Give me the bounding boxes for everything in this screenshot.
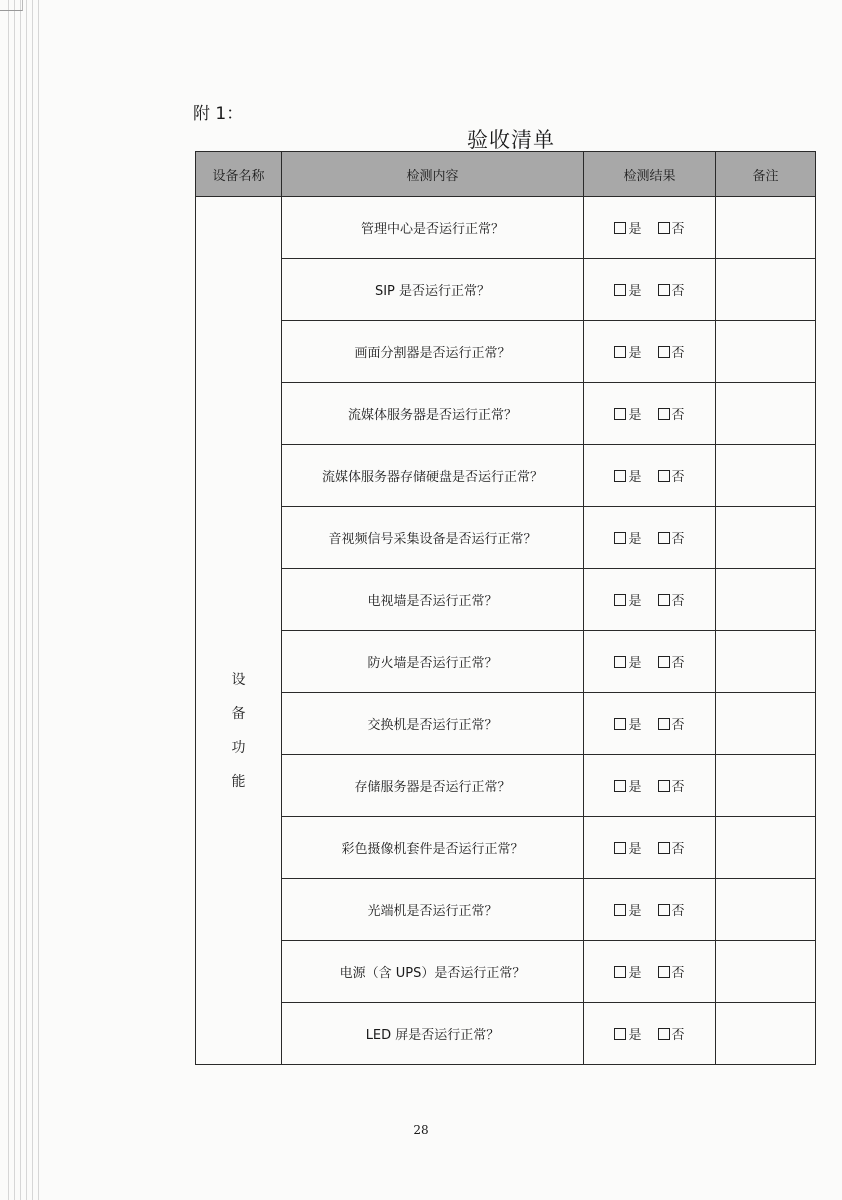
option-no-checkbox[interactable]: [658, 1024, 685, 1043]
option-no-label: 否: [671, 718, 685, 733]
checkbox-square-icon: [658, 470, 670, 482]
option-no-label: 否: [671, 1028, 685, 1043]
category-char: 备: [231, 705, 246, 722]
checkbox-square-icon: [614, 966, 626, 978]
option-yes-checkbox[interactable]: [614, 528, 641, 547]
table-row: [196, 879, 816, 941]
option-no-label: 否: [671, 284, 685, 299]
option-no-label: 否: [671, 408, 685, 423]
option-no-label: 否: [671, 470, 685, 485]
option-yes-checkbox[interactable]: [614, 838, 641, 857]
table-row: [196, 941, 816, 1003]
checkbox-square-icon: [614, 780, 626, 792]
scan-corner-mark: [0, 0, 23, 11]
checkbox-square-icon: [658, 656, 670, 668]
option-no-label: 否: [671, 656, 685, 671]
table-row: [196, 259, 816, 321]
appendix-label: 附 1：: [193, 104, 244, 124]
option-no-checkbox[interactable]: [658, 342, 685, 361]
header-device-name: 设备名称: [196, 152, 282, 197]
table-row: [196, 321, 816, 383]
checkbox-square-icon: [614, 222, 626, 234]
option-yes-checkbox[interactable]: [614, 218, 641, 237]
table-row: [196, 631, 816, 693]
category-char: 功: [231, 739, 246, 756]
table-row: [196, 197, 816, 259]
option-yes-label: 是: [628, 780, 642, 795]
check-item: 流媒体服务器存储硬盘是否运行正常？: [282, 445, 584, 507]
header-content: 检测内容: [282, 152, 584, 197]
result-cell: [584, 879, 716, 941]
checkbox-square-icon: [658, 966, 670, 978]
table-header-row: [196, 152, 816, 197]
option-no-label: 否: [671, 904, 685, 919]
checkbox-square-icon: [614, 408, 626, 420]
checkbox-square-icon: [614, 470, 626, 482]
result-cell: [584, 445, 716, 507]
table-row: [196, 507, 816, 569]
remark-cell[interactable]: [716, 445, 816, 507]
option-yes-label: 是: [628, 718, 642, 733]
option-no-checkbox[interactable]: [658, 900, 685, 919]
header-remark: 备注: [716, 152, 816, 197]
checkbox-square-icon: [614, 904, 626, 916]
check-item: 管理中心是否运行正常？: [282, 197, 584, 259]
option-no-label: 否: [671, 780, 685, 795]
checkbox-square-icon: [614, 718, 626, 730]
option-yes-label: 是: [628, 408, 642, 423]
option-yes-checkbox[interactable]: [614, 714, 641, 733]
checkbox-square-icon: [658, 780, 670, 792]
checkbox-square-icon: [614, 346, 626, 358]
option-yes-checkbox[interactable]: [614, 404, 641, 423]
checkbox-square-icon: [658, 718, 670, 730]
remark-cell[interactable]: [716, 321, 816, 383]
category-char: 能: [231, 773, 246, 790]
page-number: 28: [413, 1123, 429, 1137]
option-yes-checkbox[interactable]: [614, 776, 641, 795]
checkbox-square-icon: [614, 284, 626, 296]
option-yes-checkbox[interactable]: [614, 900, 641, 919]
result-cell: [584, 1003, 716, 1065]
checkbox-square-icon: [658, 222, 670, 234]
checkbox-square-icon: [658, 408, 670, 420]
check-item: 电视墙是否运行正常？: [282, 569, 584, 631]
checkbox-square-icon: [658, 346, 670, 358]
result-cell: [584, 941, 716, 1003]
check-item: 彩色摄像机套件是否运行正常？: [282, 817, 584, 879]
option-yes-label: 是: [628, 594, 642, 609]
option-no-checkbox[interactable]: [658, 590, 685, 609]
checkbox-square-icon: [658, 594, 670, 606]
remark-cell[interactable]: [716, 383, 816, 445]
option-yes-checkbox[interactable]: [614, 590, 641, 609]
check-item: 防火墙是否运行正常？: [282, 631, 584, 693]
option-yes-label: 是: [628, 1028, 642, 1043]
option-yes-label: 是: [628, 284, 642, 299]
option-no-label: 否: [671, 842, 685, 857]
result-cell: [584, 817, 716, 879]
checkbox-square-icon: [614, 656, 626, 668]
table-row: [196, 755, 816, 817]
option-yes-checkbox[interactable]: [614, 466, 641, 485]
option-yes-label: 是: [628, 470, 642, 485]
option-yes-label: 是: [628, 656, 642, 671]
category-cell: [196, 197, 282, 1065]
remark-cell[interactable]: [716, 693, 816, 755]
remark-cell[interactable]: [716, 259, 816, 321]
result-cell: [584, 383, 716, 445]
option-yes-label: 是: [628, 222, 642, 237]
table-row: [196, 1003, 816, 1065]
option-yes-checkbox[interactable]: [614, 962, 641, 981]
option-yes-label: 是: [628, 966, 642, 981]
option-yes-checkbox[interactable]: [614, 652, 641, 671]
option-no-checkbox[interactable]: [658, 838, 685, 857]
category-char: 设: [231, 671, 246, 688]
option-no-checkbox[interactable]: [658, 714, 685, 733]
option-yes-checkbox[interactable]: [614, 342, 641, 361]
remark-cell[interactable]: [716, 1003, 816, 1065]
option-no-checkbox[interactable]: [658, 528, 685, 547]
option-yes-label: 是: [628, 904, 642, 919]
check-item: 交换机是否运行正常？: [282, 693, 584, 755]
checkbox-square-icon: [614, 532, 626, 544]
option-no-label: 否: [671, 594, 685, 609]
remark-cell[interactable]: [716, 197, 816, 259]
remark-cell[interactable]: [716, 941, 816, 1003]
result-cell: [584, 197, 716, 259]
check-item: 流媒体服务器是否运行正常？: [282, 383, 584, 445]
remark-cell[interactable]: [716, 755, 816, 817]
option-no-label: 否: [671, 966, 685, 981]
result-cell: [584, 755, 716, 817]
checkbox-square-icon: [614, 1028, 626, 1040]
result-cell: [584, 631, 716, 693]
check-item: LED 屏是否运行正常？: [282, 1003, 584, 1065]
remark-cell[interactable]: [716, 817, 816, 879]
document-title: 验收清单: [467, 128, 555, 152]
option-no-label: 否: [671, 532, 685, 547]
option-yes-label: 是: [628, 532, 642, 547]
check-item: 电源（含 UPS）是否运行正常？: [282, 941, 584, 1003]
option-no-label: 否: [671, 222, 685, 237]
checkbox-square-icon: [658, 842, 670, 854]
table-row: [196, 569, 816, 631]
option-yes-checkbox[interactable]: [614, 280, 641, 299]
header-result: 检测结果: [584, 152, 716, 197]
check-item: 光端机是否运行正常？: [282, 879, 584, 941]
table-row: [196, 383, 816, 445]
option-no-checkbox[interactable]: [658, 404, 685, 423]
table-row: [196, 817, 816, 879]
result-cell: [584, 507, 716, 569]
checkbox-square-icon: [658, 1028, 670, 1040]
table-row: [196, 693, 816, 755]
option-yes-checkbox[interactable]: [614, 1024, 641, 1043]
option-no-checkbox[interactable]: [658, 218, 685, 237]
check-item: 音视频信号采集设备是否运行正常？: [282, 507, 584, 569]
result-cell: [584, 569, 716, 631]
result-cell: [584, 693, 716, 755]
table-row: [196, 445, 816, 507]
remark-cell[interactable]: [716, 569, 816, 631]
check-item: 画面分割器是否运行正常？: [282, 321, 584, 383]
remark-cell[interactable]: [716, 879, 816, 941]
option-no-checkbox[interactable]: [658, 962, 685, 981]
checkbox-square-icon: [614, 594, 626, 606]
checkbox-square-icon: [658, 284, 670, 296]
result-cell: [584, 259, 716, 321]
option-no-checkbox[interactable]: [658, 466, 685, 485]
checkbox-square-icon: [658, 532, 670, 544]
check-item: SIP 是否运行正常？: [282, 259, 584, 321]
check-item: 存储服务器是否运行正常？: [282, 755, 584, 817]
option-yes-label: 是: [628, 346, 642, 361]
option-no-checkbox[interactable]: [658, 280, 685, 299]
remark-cell[interactable]: [716, 631, 816, 693]
option-no-label: 否: [671, 346, 685, 361]
result-cell: [584, 321, 716, 383]
option-no-checkbox[interactable]: [658, 652, 685, 671]
remark-cell[interactable]: [716, 507, 816, 569]
option-yes-label: 是: [628, 842, 642, 857]
acceptance-checklist-table: [195, 151, 816, 1065]
checkbox-square-icon: [658, 904, 670, 916]
option-no-checkbox[interactable]: [658, 776, 685, 795]
checkbox-square-icon: [614, 842, 626, 854]
